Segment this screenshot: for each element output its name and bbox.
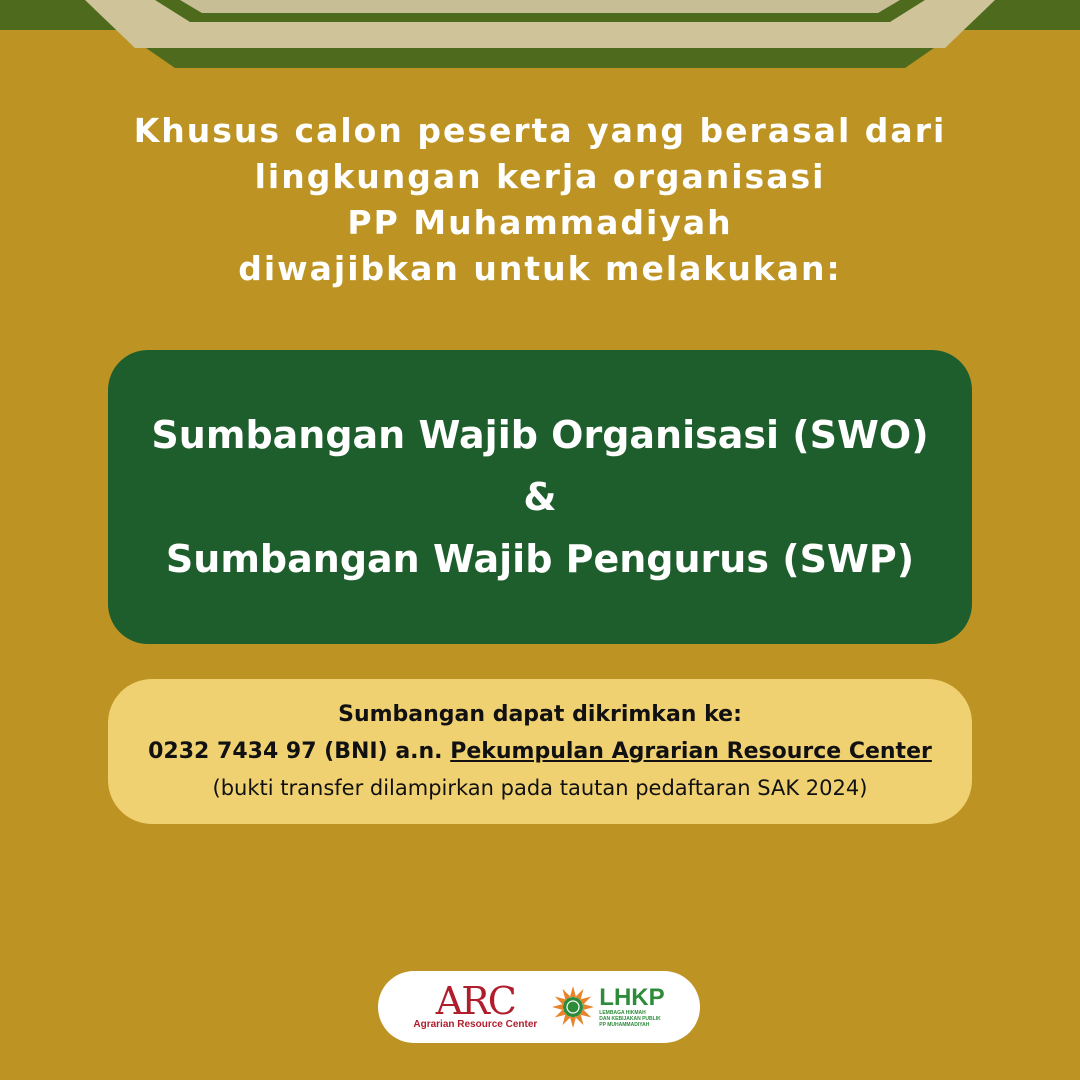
lhkp-name-line-2: DAN KEBIJAKAN PUBLIK <box>599 1016 661 1022</box>
lhkp-name-line-1: LEMBAGA HIKMAH <box>599 1010 646 1016</box>
partner-logos <box>378 971 700 1043</box>
contribution-box <box>108 350 972 644</box>
lhkp-name-line-3: PP MUHAMMADIYAH <box>599 1022 650 1028</box>
heading-line-3: PP Muhammadiyah <box>347 203 733 242</box>
lhkp-text <box>599 986 664 1028</box>
arc-logo-name: Agrarian Resource Center <box>413 1019 538 1030</box>
payment-account-name: Pekumpulan Agrarian Resource Center <box>450 739 932 764</box>
arc-logo <box>413 979 538 1031</box>
top-decoration <box>0 0 1080 80</box>
contribution-connector: & <box>523 475 557 519</box>
lhkp-logo <box>551 985 664 1029</box>
muhammadiyah-sun-emblem-icon <box>551 985 595 1029</box>
heading-line-4: diwajibkan untuk melakukan: <box>238 249 842 288</box>
heading-line-2: lingkungan kerja organisasi <box>254 157 826 196</box>
arc-logo-mark: ARC <box>435 979 515 1023</box>
contribution-swo: Sumbangan Wajib Organisasi (SWO) <box>151 413 929 457</box>
heading <box>90 108 990 292</box>
payment-note: (bukti transfer dilampirkan pada tautan pedaftaran SAK 2024) <box>212 776 868 800</box>
payment-account-number: 0232 7434 97 (BNI) a.n. <box>148 739 443 764</box>
contribution-swp: Sumbangan Wajib Pengurus (SWP) <box>165 537 915 581</box>
payment-title: Sumbangan dapat dikrimkan ke: <box>338 702 742 727</box>
heading-line-1: Khusus calon peserta yang berasal dari <box>133 111 947 150</box>
payment-account-line <box>148 733 932 770</box>
lhkp-logo-mark: LHKP <box>599 984 665 1011</box>
payment-info-box <box>108 679 972 824</box>
